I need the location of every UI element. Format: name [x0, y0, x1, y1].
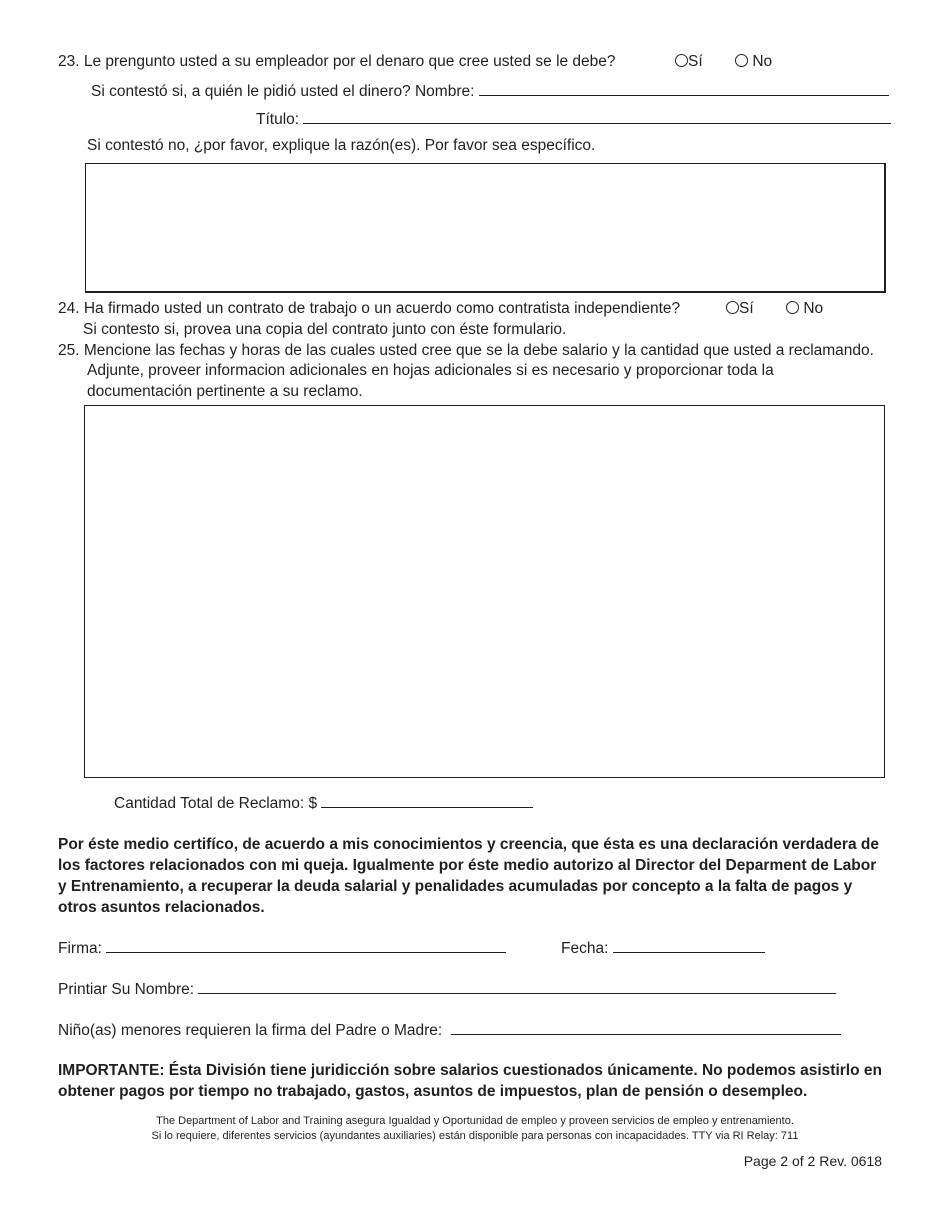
- date-label: Fecha:: [561, 940, 609, 957]
- q23-explain-label: Si contestó no, ¿por favor, explique la razón(es). Por favor sea específico.: [87, 137, 596, 154]
- important-notice: IMPORTANTE: Ésta División tiene juridicción sobre salarios cuestionados únicamente. No podemos asistirlo en obtener pagos por tiempo no trabajado, gastos, asuntos de impuestos, plan de pensión o desempleo.: [58, 1062, 882, 1100]
- print-name-row: [58, 979, 836, 1000]
- q23-name-label: Si contestó si, a quién le pidió usted el dinero? Nombre:: [91, 83, 475, 100]
- print-name-label: Printiar Su Nombre:: [58, 981, 195, 998]
- q24-question: 24. Ha firmado usted un contrato de trabajo o un acuerdo como contratista independiente?: [58, 300, 681, 317]
- q24-no-label: No: [803, 300, 824, 317]
- q25-details-box[interactable]: [84, 405, 885, 778]
- q25-line2: Adjunte, proveer informacion adicionales en hojas adicionales si es necesario y proporcionar toda la: [87, 362, 774, 379]
- q23-no-option[interactable]: [735, 53, 772, 72]
- total-row: [114, 793, 533, 814]
- q23-name-field[interactable]: [479, 81, 889, 96]
- minor-row: [58, 1020, 841, 1041]
- date-row: [561, 938, 765, 959]
- q23-question: 23. Le prengunto usted a su empleador por el denaro que cree usted se le debe?: [58, 53, 616, 70]
- q24-no-option[interactable]: [786, 300, 823, 319]
- q25-line3: documentación pertinente a su reclamo.: [87, 383, 363, 400]
- print-name-field[interactable]: [198, 979, 836, 994]
- total-amount-field[interactable]: [321, 793, 533, 808]
- q23-name-row: [91, 81, 889, 102]
- signature-field[interactable]: [106, 938, 506, 953]
- q23-explain-box[interactable]: [85, 163, 886, 293]
- q23-no-label: No: [752, 53, 773, 70]
- q25-line1: 25. Mencione las fechas y horas de las cuales usted cree que se la debe salario y la cantidad que usted a reclamando.: [58, 342, 874, 359]
- q24-yes-option[interactable]: [726, 300, 754, 319]
- q23-title-field[interactable]: [303, 109, 891, 124]
- q23-title-label: Título:: [256, 111, 300, 128]
- footer-line-2: Si lo requiere, diferentes servicios (ayundantes auxiliaries) están disponible para personas con incapacidades. TTY via RI Relay: 711: [151, 1130, 799, 1142]
- total-label: Cantidad Total de Reclamo: $: [114, 795, 318, 812]
- minor-signature-field[interactable]: [451, 1020, 841, 1035]
- page-info: Page 2 of 2 Rev. 0618: [743, 1153, 882, 1169]
- q24-no-radio[interactable]: [786, 301, 799, 314]
- q23-yes-option[interactable]: [675, 53, 703, 72]
- q24-yes-radio[interactable]: [726, 301, 739, 314]
- q23-yes-label: Sí: [688, 53, 703, 70]
- minor-label: Niño(as) menores requieren la firma del Padre o Madre:: [58, 1022, 443, 1039]
- q23-yes-radio[interactable]: [675, 54, 688, 67]
- footer-line-1: The Department of Labor and Training asegura Igualdad y Oportunidad de empleo y proveen servicios de empleo y entrenamiento.: [156, 1115, 794, 1127]
- date-field[interactable]: [613, 938, 765, 953]
- signature-label: Firma:: [58, 940, 102, 957]
- certification-text: Por éste medio certifíco, de acuerdo a mis conocimientos y creencia, que ésta es una declaración verdadera de los factores relacionados con mi queja. Igualmente por éste medio autorizo al Director del Deparment de Labor y Entrenamiento, a recuperar la deuda salarial y penalidades acumuladas por concepto a la falta de pagos y otros asuntos relacionados.: [58, 836, 879, 916]
- q23-title-row: [256, 109, 891, 130]
- signature-row: [58, 938, 506, 959]
- q23-no-radio[interactable]: [735, 54, 748, 67]
- q24-note: Si contesto si, provea una copia del contrato junto con éste formulario.: [83, 321, 567, 338]
- q24-yes-label: Sí: [739, 300, 754, 317]
